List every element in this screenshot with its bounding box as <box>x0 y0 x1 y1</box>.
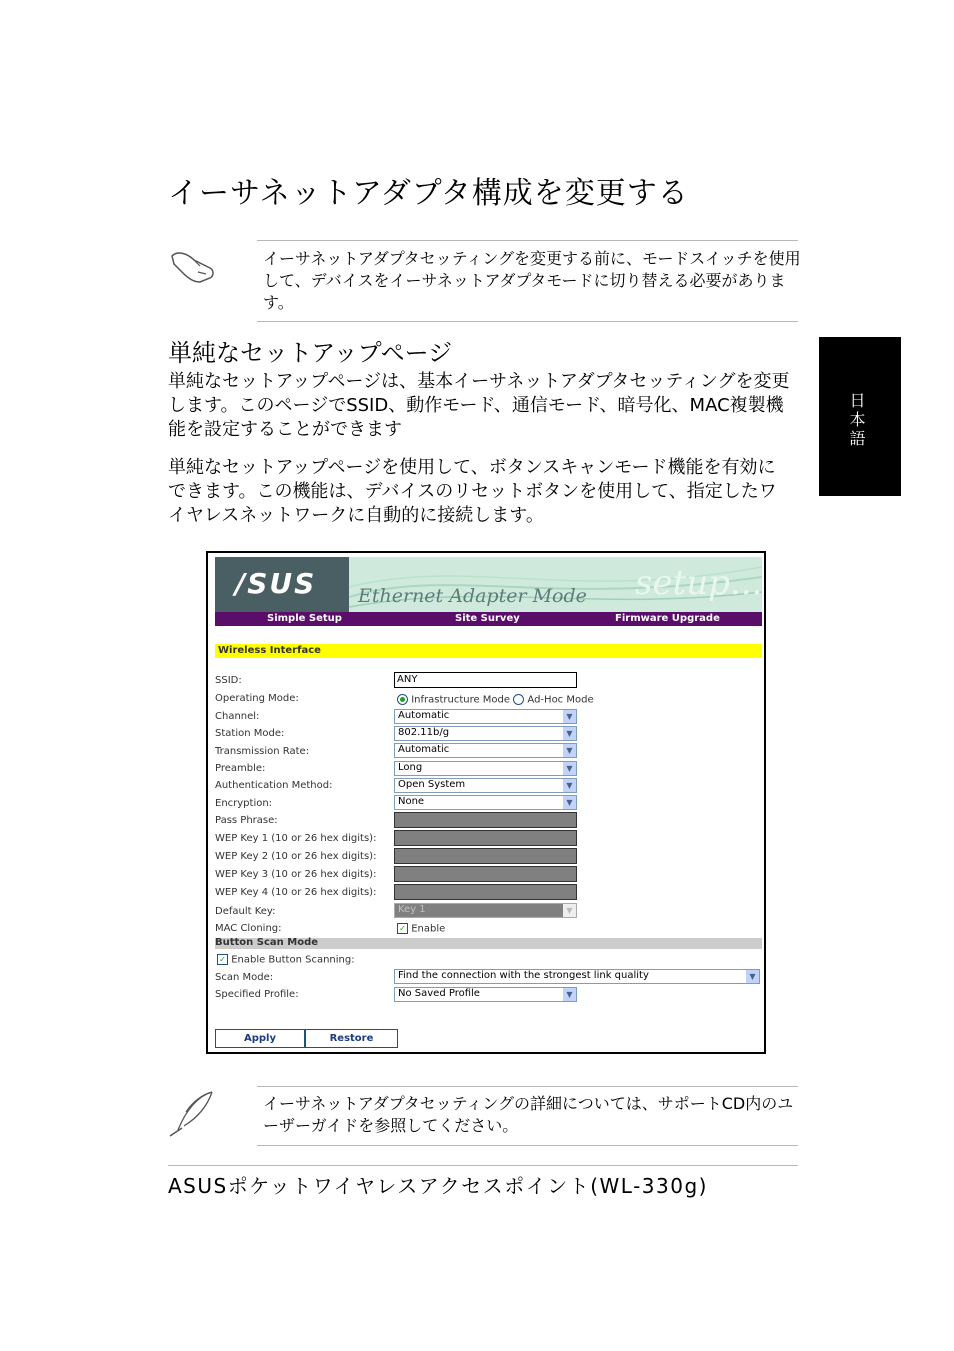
wep-key2-input[interactable] <box>394 848 577 864</box>
infrastructure-radio[interactable] <box>397 694 408 705</box>
ssid-value: ANY <box>397 674 418 685</box>
note-text: イーサネットアダプタセッティングの詳細については、サポートCD内のユーザーガイドを参照してください。 <box>263 1094 794 1135</box>
default-key-value: Key 1 <box>398 904 426 915</box>
section-title: Wireless Interface <box>218 645 321 656</box>
restore-button[interactable]: Restore <box>305 1029 398 1048</box>
mac-cloning-label: MAC Cloning: <box>215 923 282 934</box>
ssid-input[interactable] <box>394 672 577 688</box>
footer-title: ASUSポケットワイヤレスアクセスポイント(WL-330g) <box>168 1174 708 1198</box>
wep-key1-input[interactable] <box>394 830 577 846</box>
paragraph: 単純なセットアップページを使用して、ボタンスキャンモード機能を有効にできます。この機能は、デバイスのリセットボタンを使用して、指定したワイヤレスネットワークに自動的に接続します。 <box>168 457 777 526</box>
adhoc-radio[interactable] <box>513 694 524 705</box>
scan-mode-select[interactable] <box>394 969 760 984</box>
page-title: イーサネットアダプタ構成を変更する <box>168 176 689 211</box>
nav-firmware-upgrade[interactable]: Firmware Upgrade <box>615 613 720 624</box>
chevron-down-icon: ▼ <box>563 988 576 1001</box>
chevron-down-icon: ▼ <box>563 744 576 757</box>
wep-key3-input[interactable] <box>394 866 577 882</box>
tx-rate-value: Automatic <box>398 744 450 755</box>
divider <box>257 1145 798 1146</box>
chevron-down-icon: ▼ <box>563 710 576 723</box>
chevron-down-icon: ▼ <box>563 762 576 775</box>
mac-cloning-enable-label: Enable <box>411 923 446 935</box>
enable-button-scanning-label: Enable Button Scanning: <box>231 954 355 966</box>
section-heading: 単純なセットアップページ <box>168 339 453 367</box>
note-text: イーサネットアダプタセッティングを変更する前に、モードスイッチを使用して、デバイスをイーサネットアダプタモードに切り替える必要があります。 <box>263 249 801 312</box>
default-key-label: Default Key: <box>215 906 276 917</box>
wep-key2-label: WEP Key 2 (10 or 26 hex digits): <box>215 851 377 862</box>
feather-pen-icon <box>168 1090 216 1138</box>
adhoc-label: Ad-Hoc Mode <box>527 694 594 706</box>
wep-key4-label: WEP Key 4 (10 or 26 hex digits): <box>215 887 377 898</box>
mac-cloning-option <box>397 923 445 935</box>
hand-pointer-icon <box>170 246 216 286</box>
infrastructure-label: Infrastructure Mode <box>411 694 511 706</box>
auth-label: Authentication Method: <box>215 780 333 791</box>
preamble-label: Preamble: <box>215 763 266 774</box>
encryption-value: None <box>398 796 425 807</box>
setup-screenshot <box>206 551 766 1054</box>
enable-button-scanning-checkbox[interactable]: ✓ <box>217 954 228 965</box>
divider <box>257 321 798 322</box>
divider <box>257 1086 798 1087</box>
mac-cloning-checkbox[interactable]: ✓ <box>397 923 408 934</box>
preamble-value: Long <box>398 762 423 773</box>
footer-divider <box>168 1165 798 1166</box>
paragraph: 単純なセットアップページは、基本イーサネットアダプタセッティングを変更します。このページでSSID、動作モード、通信モード、暗号化、MAC複製機能を設定することができます <box>168 371 790 440</box>
banner-setup-text: setup... <box>635 563 762 603</box>
asus-banner <box>215 557 762 612</box>
channel-select[interactable] <box>394 709 577 724</box>
tx-rate-select[interactable] <box>394 743 577 758</box>
nav-simple-setup[interactable]: Simple Setup <box>267 613 342 624</box>
operating-mode-options <box>397 694 594 706</box>
ssid-label: SSID: <box>215 675 242 686</box>
wep-key1-label: WEP Key 1 (10 or 26 hex digits): <box>215 833 377 844</box>
enable-button-scanning <box>217 954 355 966</box>
tx-rate-label: Transmission Rate: <box>215 746 310 757</box>
scan-mode-label: Scan Mode: <box>215 972 274 983</box>
channel-value: Automatic <box>398 710 450 721</box>
nav-bar <box>215 612 762 626</box>
language-tab <box>819 337 901 496</box>
apply-button[interactable]: Apply <box>215 1029 305 1048</box>
encryption-select[interactable] <box>394 795 577 810</box>
scan-mode-value: Find the connection with the strongest link quality <box>398 970 649 981</box>
chevron-down-icon: ▼ <box>563 904 576 917</box>
specified-profile-select[interactable] <box>394 987 577 1002</box>
pass-phrase-input[interactable] <box>394 812 577 828</box>
specified-profile-value: No Saved Profile <box>398 988 480 999</box>
button-scan-header <box>215 938 762 949</box>
wep-key4-input[interactable] <box>394 884 577 900</box>
wireless-interface-header <box>215 644 762 658</box>
divider <box>257 240 798 241</box>
station-mode-label: Station Mode: <box>215 728 285 739</box>
specified-profile-label: Specified Profile: <box>215 989 299 1000</box>
chevron-down-icon: ▼ <box>746 970 759 983</box>
auth-value: Open System <box>398 779 466 790</box>
language-tab-label: 日本語 <box>847 392 866 449</box>
auth-select[interactable] <box>394 778 577 793</box>
chevron-down-icon: ▼ <box>563 727 576 740</box>
station-mode-value: 802.11b/g <box>398 727 450 738</box>
encryption-label: Encryption: <box>215 798 273 809</box>
chevron-down-icon: ▼ <box>563 796 576 809</box>
pass-phrase-label: Pass Phrase: <box>215 815 278 826</box>
preamble-select[interactable] <box>394 761 577 776</box>
operating-mode-label: Operating Mode: <box>215 693 299 704</box>
channel-label: Channel: <box>215 711 260 722</box>
wep-key3-label: WEP Key 3 (10 or 26 hex digits): <box>215 869 377 880</box>
asus-logo: /SUS <box>235 567 317 600</box>
button-scan-title: Button Scan Mode <box>215 937 319 948</box>
chevron-down-icon: ▼ <box>563 779 576 792</box>
station-mode-select[interactable] <box>394 726 577 741</box>
banner-mode-text: Ethernet Adapter Mode <box>358 585 587 607</box>
nav-site-survey[interactable]: Site Survey <box>455 613 520 624</box>
default-key-select[interactable] <box>394 903 577 918</box>
